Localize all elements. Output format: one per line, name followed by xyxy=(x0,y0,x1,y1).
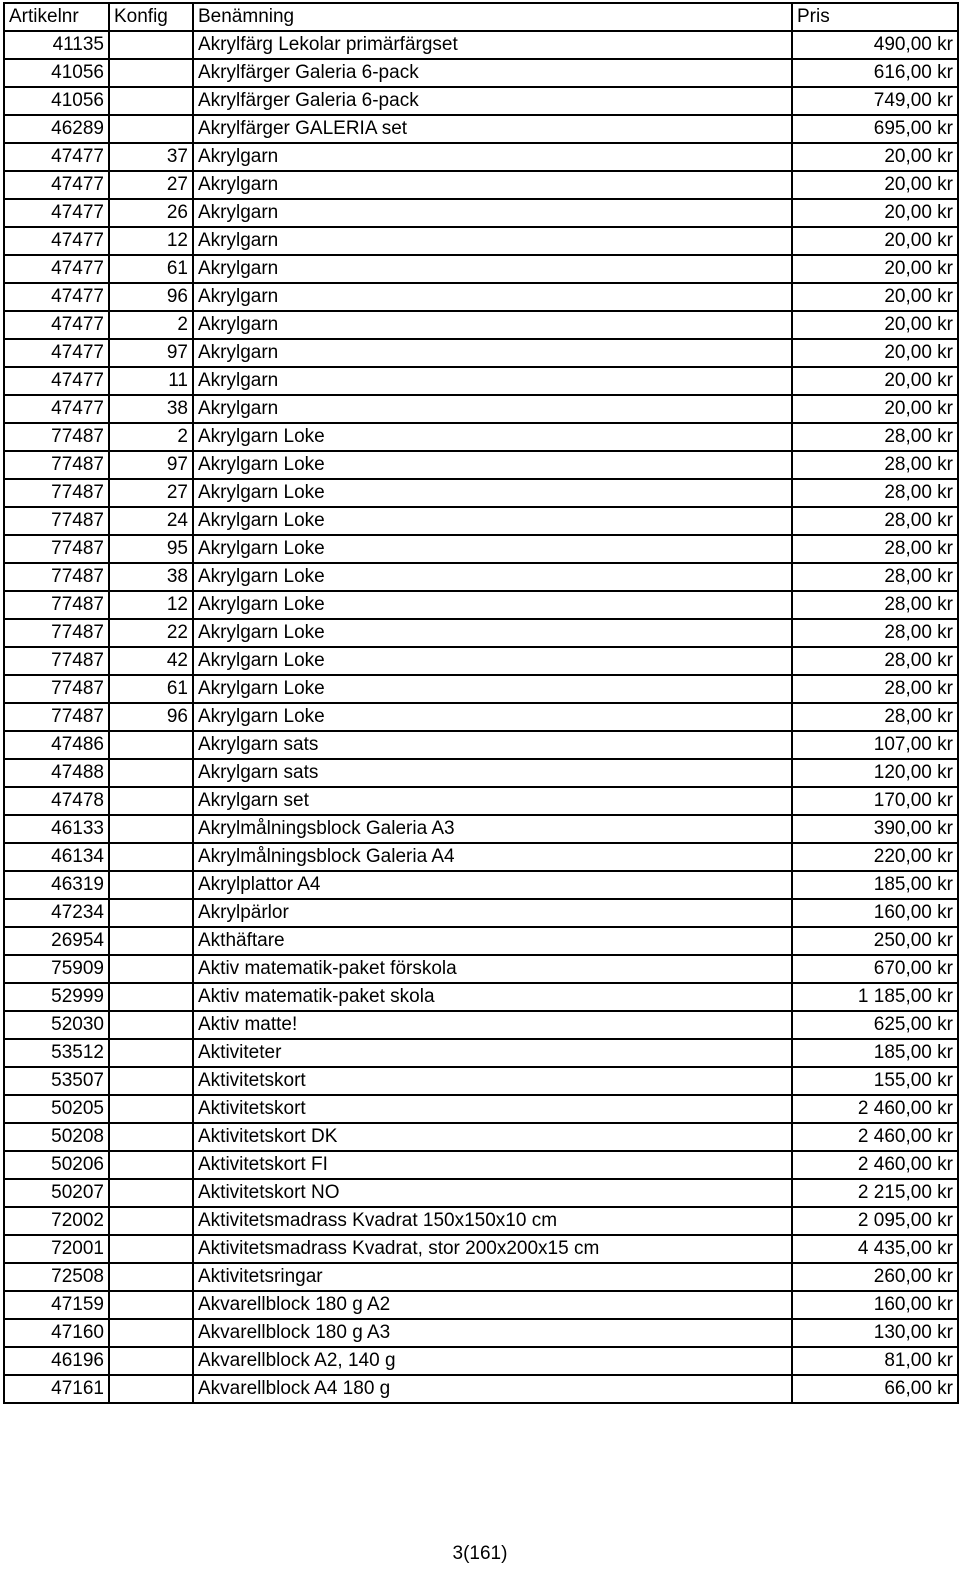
price-cell: 616,00 kr xyxy=(792,59,958,87)
article-number-cell: 46289 xyxy=(4,115,109,143)
article-number-cell: 52999 xyxy=(4,983,109,1011)
price-cell: 20,00 kr xyxy=(792,199,958,227)
config-cell: 61 xyxy=(109,675,193,703)
product-name-cell: Akrylgarn xyxy=(193,367,792,395)
price-cell: 670,00 kr xyxy=(792,955,958,983)
price-cell: 107,00 kr xyxy=(792,731,958,759)
article-number-cell: 47477 xyxy=(4,283,109,311)
article-number-cell: 47477 xyxy=(4,395,109,423)
price-cell: 2 215,00 kr xyxy=(792,1179,958,1207)
product-name-cell: Akrylgarn xyxy=(193,339,792,367)
article-number-cell: 77487 xyxy=(4,507,109,535)
config-cell xyxy=(109,1291,193,1319)
price-cell: 170,00 kr xyxy=(792,787,958,815)
config-cell xyxy=(109,759,193,787)
table-row xyxy=(4,423,958,451)
table-row xyxy=(4,619,958,647)
table-row xyxy=(4,535,958,563)
config-cell: 26 xyxy=(109,199,193,227)
table-row xyxy=(4,1291,958,1319)
config-cell: 11 xyxy=(109,367,193,395)
price-cell: 28,00 kr xyxy=(792,647,958,675)
config-cell: 95 xyxy=(109,535,193,563)
product-name-cell: Aktivitetsmadrass Kvadrat 150x150x10 cm xyxy=(193,1207,792,1235)
table-row xyxy=(4,59,958,87)
price-cell: 490,00 kr xyxy=(792,31,958,59)
config-cell: 42 xyxy=(109,647,193,675)
config-cell xyxy=(109,1067,193,1095)
config-cell: 2 xyxy=(109,423,193,451)
price-cell: 2 460,00 kr xyxy=(792,1151,958,1179)
table-row xyxy=(4,451,958,479)
article-number-cell: 47477 xyxy=(4,143,109,171)
table-row xyxy=(4,479,958,507)
config-cell xyxy=(109,843,193,871)
product-name-cell: Aktivitetsmadrass Kvadrat, stor 200x200x15 cm xyxy=(193,1235,792,1263)
table-row xyxy=(4,1235,958,1263)
article-number-cell: 75909 xyxy=(4,955,109,983)
product-name-cell: Akrylgarn Loke xyxy=(193,451,792,479)
article-number-cell: 41135 xyxy=(4,31,109,59)
price-cell: 390,00 kr xyxy=(792,815,958,843)
config-cell xyxy=(109,1319,193,1347)
table-row xyxy=(4,31,958,59)
product-name-cell: Akvarellblock A4 180 g xyxy=(193,1375,792,1403)
config-cell xyxy=(109,87,193,115)
table-row xyxy=(4,367,958,395)
config-cell xyxy=(109,1235,193,1263)
article-number-cell: 77487 xyxy=(4,479,109,507)
price-cell: 2 460,00 kr xyxy=(792,1123,958,1151)
price-cell: 28,00 kr xyxy=(792,591,958,619)
config-cell: 24 xyxy=(109,507,193,535)
article-number-cell: 47477 xyxy=(4,311,109,339)
price-cell: 1 185,00 kr xyxy=(792,983,958,1011)
product-name-cell: Akrylmålningsblock Galeria A3 xyxy=(193,815,792,843)
table-row xyxy=(4,339,958,367)
article-number-cell: 77487 xyxy=(4,703,109,731)
config-cell xyxy=(109,899,193,927)
product-name-cell: Akrylpärlor xyxy=(193,899,792,927)
config-cell: 97 xyxy=(109,339,193,367)
price-cell: 20,00 kr xyxy=(792,339,958,367)
config-cell xyxy=(109,1095,193,1123)
column-header-price: Pris xyxy=(792,3,958,31)
table-row xyxy=(4,1151,958,1179)
config-cell xyxy=(109,1179,193,1207)
article-number-cell: 77487 xyxy=(4,619,109,647)
config-cell: 27 xyxy=(109,479,193,507)
product-name-cell: Akrylgarn Loke xyxy=(193,619,792,647)
table-row xyxy=(4,899,958,927)
product-name-cell: Akrylgarn sats xyxy=(193,731,792,759)
price-cell: 260,00 kr xyxy=(792,1263,958,1291)
config-cell: 96 xyxy=(109,703,193,731)
product-name-cell: Aktivitetskort xyxy=(193,1095,792,1123)
table-row xyxy=(4,731,958,759)
table-row xyxy=(4,1347,958,1375)
price-cell: 28,00 kr xyxy=(792,619,958,647)
table-row xyxy=(4,871,958,899)
article-number-cell: 72508 xyxy=(4,1263,109,1291)
product-name-cell: Akrylfärger Galeria 6-pack xyxy=(193,87,792,115)
table-row xyxy=(4,227,958,255)
product-name-cell: Akrylgarn Loke xyxy=(193,423,792,451)
article-number-cell: 72001 xyxy=(4,1235,109,1263)
config-cell xyxy=(109,1011,193,1039)
article-number-cell: 46196 xyxy=(4,1347,109,1375)
column-header-name: Benämning xyxy=(193,3,792,31)
article-number-cell: 26954 xyxy=(4,927,109,955)
config-cell: 96 xyxy=(109,283,193,311)
table-row xyxy=(4,87,958,115)
table-row xyxy=(4,171,958,199)
column-header-config: Konfig xyxy=(109,3,193,31)
article-number-cell: 47160 xyxy=(4,1319,109,1347)
article-number-cell: 53507 xyxy=(4,1067,109,1095)
table-row xyxy=(4,563,958,591)
product-name-cell: Akrylgarn xyxy=(193,283,792,311)
config-cell: 38 xyxy=(109,563,193,591)
article-number-cell: 47477 xyxy=(4,227,109,255)
product-name-cell: Akrylgarn xyxy=(193,311,792,339)
price-cell: 20,00 kr xyxy=(792,143,958,171)
article-number-cell: 72002 xyxy=(4,1207,109,1235)
article-number-cell: 47478 xyxy=(4,787,109,815)
article-number-cell: 47486 xyxy=(4,731,109,759)
article-number-cell: 77487 xyxy=(4,647,109,675)
table-row xyxy=(4,983,958,1011)
table-row xyxy=(4,591,958,619)
product-name-cell: Akrylgarn Loke xyxy=(193,479,792,507)
table-row xyxy=(4,1067,958,1095)
price-cell: 2 460,00 kr xyxy=(792,1095,958,1123)
product-name-cell: Akrylgarn Loke xyxy=(193,563,792,591)
table-row xyxy=(4,199,958,227)
config-cell: 37 xyxy=(109,143,193,171)
price-cell: 20,00 kr xyxy=(792,227,958,255)
config-cell xyxy=(109,1263,193,1291)
config-cell xyxy=(109,731,193,759)
price-cell: 160,00 kr xyxy=(792,1291,958,1319)
article-number-cell: 47159 xyxy=(4,1291,109,1319)
article-number-cell: 50206 xyxy=(4,1151,109,1179)
table-row xyxy=(4,787,958,815)
product-name-cell: Akvarellblock 180 g A3 xyxy=(193,1319,792,1347)
product-name-cell: Aktivitetsringar xyxy=(193,1263,792,1291)
article-number-cell: 77487 xyxy=(4,451,109,479)
product-name-cell: Akrylplattor A4 xyxy=(193,871,792,899)
price-cell: 28,00 kr xyxy=(792,675,958,703)
price-cell: 695,00 kr xyxy=(792,115,958,143)
product-name-cell: Akrylgarn Loke xyxy=(193,703,792,731)
table-row xyxy=(4,1039,958,1067)
article-number-cell: 47161 xyxy=(4,1375,109,1403)
product-name-cell: Akrylgarn xyxy=(193,255,792,283)
price-cell: 20,00 kr xyxy=(792,255,958,283)
table-row xyxy=(4,1207,958,1235)
table-row xyxy=(4,927,958,955)
article-number-cell: 46134 xyxy=(4,843,109,871)
article-number-cell: 50205 xyxy=(4,1095,109,1123)
price-cell: 250,00 kr xyxy=(792,927,958,955)
article-number-cell: 53512 xyxy=(4,1039,109,1067)
table-row xyxy=(4,1263,958,1291)
table-row xyxy=(4,703,958,731)
table-body xyxy=(4,31,958,1403)
product-name-cell: Akrylgarn set xyxy=(193,787,792,815)
price-cell: 28,00 kr xyxy=(792,451,958,479)
price-cell: 28,00 kr xyxy=(792,423,958,451)
price-cell: 185,00 kr xyxy=(792,1039,958,1067)
table-row xyxy=(4,1123,958,1151)
article-number-cell: 50208 xyxy=(4,1123,109,1151)
config-cell xyxy=(109,927,193,955)
config-cell xyxy=(109,871,193,899)
config-cell xyxy=(109,115,193,143)
price-cell: 28,00 kr xyxy=(792,479,958,507)
config-cell xyxy=(109,31,193,59)
config-cell xyxy=(109,1123,193,1151)
table-row xyxy=(4,311,958,339)
product-name-cell: Aktiv matematik-paket skola xyxy=(193,983,792,1011)
column-header-article: Artikelnr xyxy=(4,3,109,31)
product-name-cell: Akrylfärger Galeria 6-pack xyxy=(193,59,792,87)
table-row xyxy=(4,1179,958,1207)
table-row xyxy=(4,1011,958,1039)
table-row xyxy=(4,395,958,423)
product-name-cell: Akrylmålningsblock Galeria A4 xyxy=(193,843,792,871)
config-cell xyxy=(109,815,193,843)
config-cell xyxy=(109,1039,193,1067)
article-number-cell: 77487 xyxy=(4,675,109,703)
config-cell: 27 xyxy=(109,171,193,199)
article-number-cell: 77487 xyxy=(4,591,109,619)
price-list-table xyxy=(3,2,959,1404)
product-name-cell: Akvarellblock A2, 140 g xyxy=(193,1347,792,1375)
config-cell xyxy=(109,1207,193,1235)
price-cell: 28,00 kr xyxy=(792,535,958,563)
config-cell xyxy=(109,983,193,1011)
config-cell: 2 xyxy=(109,311,193,339)
table-row xyxy=(4,507,958,535)
price-cell: 4 435,00 kr xyxy=(792,1235,958,1263)
price-cell: 749,00 kr xyxy=(792,87,958,115)
price-cell: 20,00 kr xyxy=(792,395,958,423)
table-row xyxy=(4,675,958,703)
table-row xyxy=(4,1095,958,1123)
config-cell xyxy=(109,955,193,983)
table-row xyxy=(4,283,958,311)
product-name-cell: Aktivitetskort DK xyxy=(193,1123,792,1151)
table-row xyxy=(4,143,958,171)
price-cell: 20,00 kr xyxy=(792,311,958,339)
article-number-cell: 77487 xyxy=(4,535,109,563)
price-cell: 20,00 kr xyxy=(792,171,958,199)
product-name-cell: Akrylfärg Lekolar primärfärgset xyxy=(193,31,792,59)
product-name-cell: Akrylgarn xyxy=(193,171,792,199)
article-number-cell: 77487 xyxy=(4,563,109,591)
product-name-cell: Aktivitetskort xyxy=(193,1067,792,1095)
article-number-cell: 50207 xyxy=(4,1179,109,1207)
table-row xyxy=(4,255,958,283)
config-cell xyxy=(109,1347,193,1375)
product-name-cell: Aktiv matte! xyxy=(193,1011,792,1039)
price-cell: 155,00 kr xyxy=(792,1067,958,1095)
config-cell xyxy=(109,1151,193,1179)
table-row xyxy=(4,815,958,843)
price-cell: 130,00 kr xyxy=(792,1319,958,1347)
article-number-cell: 47477 xyxy=(4,339,109,367)
article-number-cell: 47488 xyxy=(4,759,109,787)
table-row xyxy=(4,647,958,675)
table-header-row xyxy=(4,3,958,31)
table-row xyxy=(4,115,958,143)
price-cell: 185,00 kr xyxy=(792,871,958,899)
product-name-cell: Akrylgarn xyxy=(193,227,792,255)
product-name-cell: Aktivitetskort NO xyxy=(193,1179,792,1207)
product-name-cell: Akrylgarn sats xyxy=(193,759,792,787)
price-cell: 81,00 kr xyxy=(792,1347,958,1375)
config-cell: 22 xyxy=(109,619,193,647)
config-cell: 61 xyxy=(109,255,193,283)
article-number-cell: 52030 xyxy=(4,1011,109,1039)
price-cell: 66,00 kr xyxy=(792,1375,958,1403)
price-cell: 120,00 kr xyxy=(792,759,958,787)
table-row xyxy=(4,1319,958,1347)
page-number: 3(161) xyxy=(452,1543,508,1564)
article-number-cell: 77487 xyxy=(4,423,109,451)
price-cell: 220,00 kr xyxy=(792,843,958,871)
table-row xyxy=(4,759,958,787)
table-row xyxy=(4,843,958,871)
article-number-cell: 41056 xyxy=(4,87,109,115)
table-row xyxy=(4,1375,958,1403)
price-cell: 28,00 kr xyxy=(792,563,958,591)
price-cell: 625,00 kr xyxy=(792,1011,958,1039)
product-name-cell: Akrylgarn xyxy=(193,143,792,171)
article-number-cell: 46133 xyxy=(4,815,109,843)
price-cell: 28,00 kr xyxy=(792,703,958,731)
price-cell: 28,00 kr xyxy=(792,507,958,535)
article-number-cell: 47477 xyxy=(4,199,109,227)
article-number-cell: 47477 xyxy=(4,171,109,199)
table-row xyxy=(4,955,958,983)
product-name-cell: Aktiviteter xyxy=(193,1039,792,1067)
config-cell: 38 xyxy=(109,395,193,423)
config-cell: 12 xyxy=(109,227,193,255)
config-cell: 97 xyxy=(109,451,193,479)
product-name-cell: Akrylgarn Loke xyxy=(193,647,792,675)
price-cell: 2 095,00 kr xyxy=(792,1207,958,1235)
product-name-cell: Akrylgarn Loke xyxy=(193,535,792,563)
product-name-cell: Akvarellblock 180 g A2 xyxy=(193,1291,792,1319)
product-name-cell: Akthäftare xyxy=(193,927,792,955)
product-name-cell: Akrylgarn Loke xyxy=(193,507,792,535)
product-name-cell: Akrylgarn Loke xyxy=(193,591,792,619)
config-cell: 12 xyxy=(109,591,193,619)
product-name-cell: Akrylgarn Loke xyxy=(193,675,792,703)
config-cell xyxy=(109,787,193,815)
product-name-cell: Aktiv matematik-paket förskola xyxy=(193,955,792,983)
price-cell: 160,00 kr xyxy=(792,899,958,927)
article-number-cell: 47477 xyxy=(4,255,109,283)
config-cell xyxy=(109,59,193,87)
price-cell: 20,00 kr xyxy=(792,367,958,395)
article-number-cell: 47234 xyxy=(4,899,109,927)
article-number-cell: 46319 xyxy=(4,871,109,899)
price-cell: 20,00 kr xyxy=(792,283,958,311)
product-name-cell: Akrylfärger GALERIA set xyxy=(193,115,792,143)
product-name-cell: Akrylgarn xyxy=(193,199,792,227)
product-name-cell: Akrylgarn xyxy=(193,395,792,423)
article-number-cell: 47477 xyxy=(4,367,109,395)
article-number-cell: 41056 xyxy=(4,59,109,87)
config-cell xyxy=(109,1375,193,1403)
product-name-cell: Aktivitetskort FI xyxy=(193,1151,792,1179)
